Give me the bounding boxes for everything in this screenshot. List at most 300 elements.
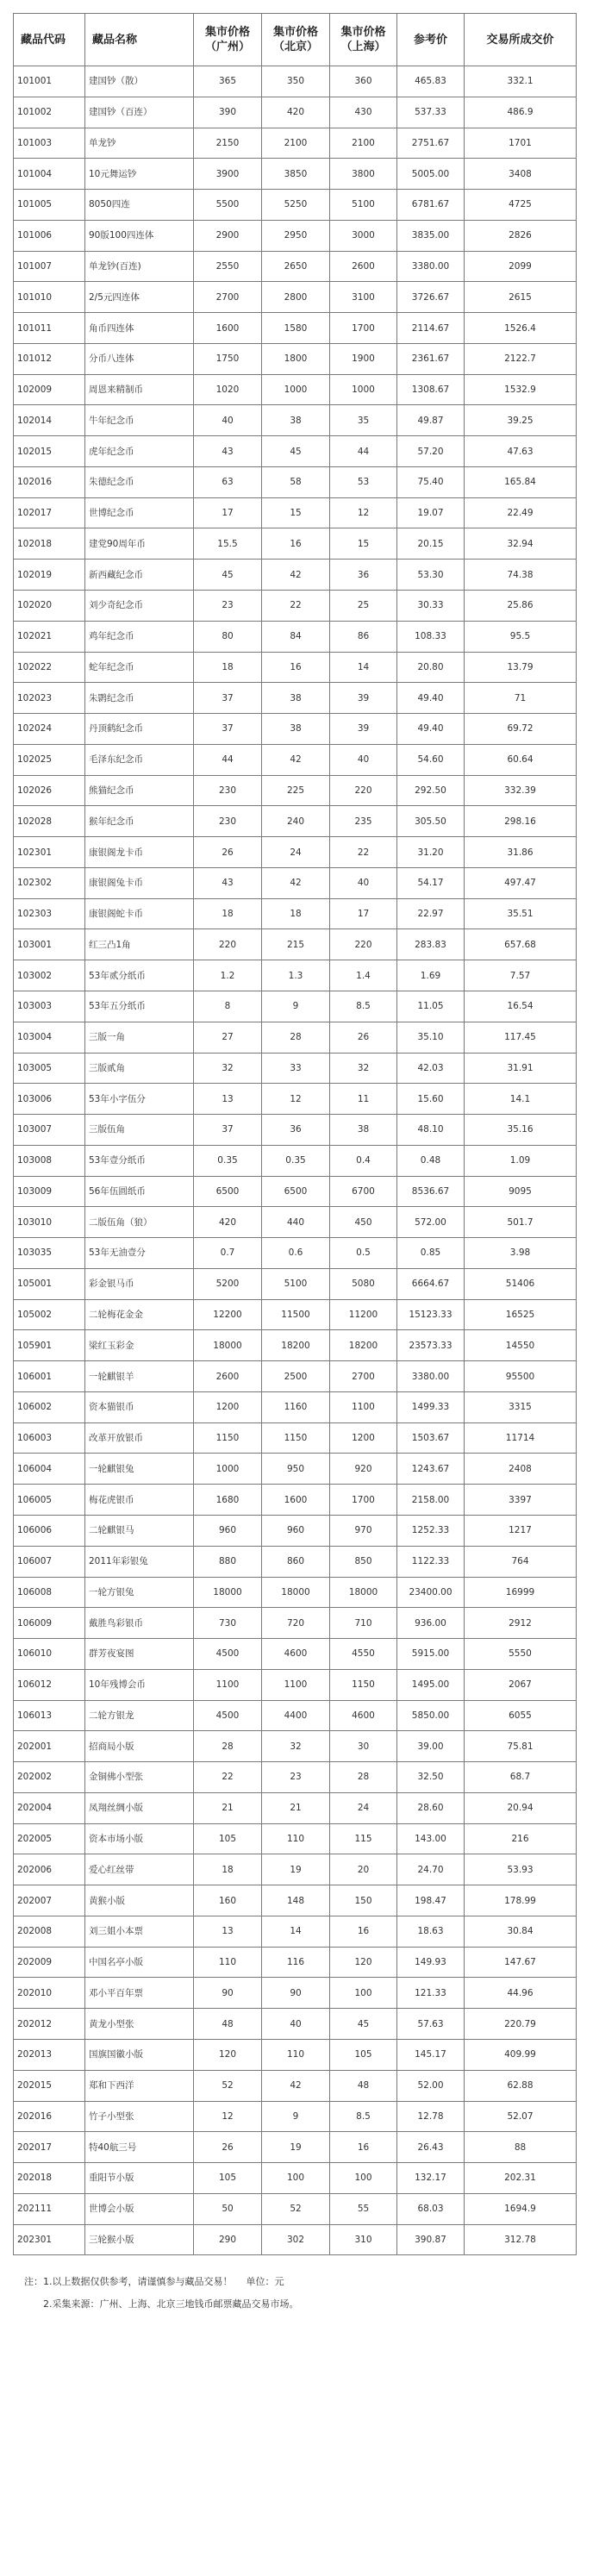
cell-name: 戴胜鸟彩银币 [85, 1608, 194, 1639]
cell-code: 106002 [14, 1391, 85, 1422]
cell-code: 106008 [14, 1577, 85, 1608]
cell-reference-price: 2751.67 [397, 128, 465, 159]
cell-shanghai-price: 25 [330, 591, 397, 622]
cell-beijing-price: 9 [262, 991, 330, 1022]
cell-exchange-price: 47.63 [465, 436, 577, 467]
cell-reference-price: 18.63 [397, 1916, 465, 1947]
cell-code: 202015 [14, 2070, 85, 2101]
table-row [14, 405, 577, 436]
cell-code: 106007 [14, 1546, 85, 1577]
cell-name: 凤翔丝绸小版 [85, 1792, 194, 1823]
table-row [14, 2101, 577, 2132]
footnote-source: 2.采集来源：广州、上海、北京三地钱币邮票藏品交易市场。 [43, 2298, 299, 2310]
cell-name: 10年残博会币 [85, 1669, 194, 1700]
table-row [14, 343, 577, 374]
cell-code: 102022 [14, 652, 85, 683]
cell-exchange-price: 3408 [465, 159, 577, 190]
footnote-disclaimer: 注：1.以上数据仅供参考，请谨慎参与藏品交易！ [24, 2276, 233, 2288]
cell-guangzhou-price: 1020 [194, 374, 262, 405]
cell-shanghai-price: 4600 [330, 1700, 397, 1731]
table-row [14, 1268, 577, 1299]
cell-shanghai-price: 1900 [330, 343, 397, 374]
table-row [14, 1639, 577, 1670]
cell-exchange-price: 657.68 [465, 929, 577, 960]
cell-exchange-price: 35.16 [465, 1115, 577, 1146]
table-row [14, 466, 577, 497]
cell-shanghai-price: 5100 [330, 190, 397, 221]
cell-shanghai-price: 920 [330, 1454, 397, 1485]
cell-name: 蛇年纪念币 [85, 652, 194, 683]
cell-exchange-price: 13.79 [465, 652, 577, 683]
cell-shanghai-price: 1100 [330, 1391, 397, 1422]
cell-guangzhou-price: 44 [194, 744, 262, 775]
cell-beijing-price: 42 [262, 867, 330, 898]
table-row [14, 1669, 577, 1700]
cell-guangzhou-price: 45 [194, 560, 262, 591]
cell-code: 103003 [14, 991, 85, 1022]
cell-guangzhou-price: 43 [194, 867, 262, 898]
cell-name: 刘少奇纪念币 [85, 591, 194, 622]
cell-code: 202008 [14, 1916, 85, 1947]
cell-reference-price: 28.60 [397, 1792, 465, 1823]
cell-exchange-price: 20.94 [465, 1792, 577, 1823]
cell-name: 二轮麒银马 [85, 1515, 194, 1546]
cell-name: 三版伍角 [85, 1115, 194, 1146]
cell-name: 中国名亭小版 [85, 1947, 194, 1978]
cell-name: 角币四连体 [85, 313, 194, 344]
cell-guangzhou-price: 32 [194, 1053, 262, 1084]
cell-beijing-price: 420 [262, 97, 330, 128]
table-row [14, 313, 577, 344]
cell-shanghai-price: 17 [330, 898, 397, 929]
cell-name: 一轮方银兔 [85, 1577, 194, 1608]
cell-code: 103001 [14, 929, 85, 960]
cell-shanghai-price: 8.5 [330, 2101, 397, 2132]
column-header-beijing-price: 集市价格（北京） [262, 14, 330, 66]
cell-shanghai-price: 710 [330, 1608, 397, 1639]
cell-shanghai-price: 36 [330, 560, 397, 591]
cell-guangzhou-price: 105 [194, 2163, 262, 2194]
cell-name: 毛泽东纪念币 [85, 744, 194, 775]
cell-shanghai-price: 2100 [330, 128, 397, 159]
cell-guangzhou-price: 960 [194, 1515, 262, 1546]
table-row [14, 128, 577, 159]
cell-beijing-price: 0.6 [262, 1238, 330, 1269]
cell-shanghai-price: 1700 [330, 313, 397, 344]
cell-guangzhou-price: 110 [194, 1947, 262, 1978]
cell-exchange-price: 3315 [465, 1391, 577, 1422]
cell-guangzhou-price: 21 [194, 1792, 262, 1823]
cell-code: 102014 [14, 405, 85, 436]
cell-shanghai-price: 1700 [330, 1485, 397, 1516]
cell-beijing-price: 21 [262, 1792, 330, 1823]
cell-guangzhou-price: 23 [194, 591, 262, 622]
cell-code: 103010 [14, 1207, 85, 1238]
cell-code: 103002 [14, 960, 85, 991]
cell-beijing-price: 33 [262, 1053, 330, 1084]
cell-exchange-price: 5550 [465, 1639, 577, 1670]
table-row [14, 1176, 577, 1207]
cell-beijing-price: 45 [262, 436, 330, 467]
cell-exchange-price: 16525 [465, 1299, 577, 1330]
cell-shanghai-price: 22 [330, 837, 397, 868]
cell-reference-price: 26.43 [397, 2132, 465, 2163]
cell-exchange-price: 486.9 [465, 97, 577, 128]
cell-beijing-price: 38 [262, 714, 330, 745]
cell-guangzhou-price: 17 [194, 497, 262, 528]
cell-exchange-price: 16.54 [465, 991, 577, 1022]
cell-beijing-price: 960 [262, 1515, 330, 1546]
cell-shanghai-price: 6700 [330, 1176, 397, 1207]
cell-exchange-price: 44.96 [465, 1978, 577, 2009]
cell-guangzhou-price: 2600 [194, 1361, 262, 1392]
cell-guangzhou-price: 37 [194, 1115, 262, 1146]
cell-shanghai-price: 100 [330, 2163, 397, 2194]
cell-exchange-price: 147.67 [465, 1947, 577, 1978]
cell-code: 202010 [14, 1978, 85, 2009]
cell-name: 丹顶鹤纪念币 [85, 714, 194, 745]
table-row [14, 2163, 577, 2194]
cell-code: 102303 [14, 898, 85, 929]
table-row [14, 2193, 577, 2224]
cell-guangzhou-price: 1.2 [194, 960, 262, 991]
cell-guangzhou-price: 22 [194, 1762, 262, 1793]
cell-shanghai-price: 11 [330, 1084, 397, 1115]
cell-reference-price: 31.20 [397, 837, 465, 868]
footnote-line-1 [24, 2271, 593, 2293]
cell-reference-price: 3380.00 [397, 251, 465, 282]
cell-beijing-price: 12 [262, 1084, 330, 1115]
cell-code: 202005 [14, 1823, 85, 1854]
cell-name: 单龙钞(百连) [85, 251, 194, 282]
cell-beijing-price: 24 [262, 837, 330, 868]
cell-shanghai-price: 310 [330, 2224, 397, 2255]
cell-reference-price: 35.10 [397, 1022, 465, 1053]
cell-reference-price: 54.17 [397, 867, 465, 898]
cell-beijing-price: 16 [262, 528, 330, 560]
cell-beijing-price: 36 [262, 1115, 330, 1146]
cell-name: 鸡年纪念币 [85, 621, 194, 652]
cell-exchange-price: 501.7 [465, 1207, 577, 1238]
cell-guangzhou-price: 5200 [194, 1268, 262, 1299]
table-row [14, 621, 577, 652]
cell-name: 分币八连体 [85, 343, 194, 374]
cell-beijing-price: 2100 [262, 128, 330, 159]
cell-guangzhou-price: 37 [194, 683, 262, 714]
cell-reference-price: 108.33 [397, 621, 465, 652]
cell-name: 资本猫银币 [85, 1391, 194, 1422]
cell-code: 101004 [14, 159, 85, 190]
cell-exchange-price: 51406 [465, 1268, 577, 1299]
table-row [14, 960, 577, 991]
cell-reference-price: 57.63 [397, 2009, 465, 2040]
cell-reference-price: 19.07 [397, 497, 465, 528]
cell-reference-price: 145.17 [397, 2040, 465, 2071]
cell-exchange-price: 202.31 [465, 2163, 577, 2194]
cell-shanghai-price: 45 [330, 2009, 397, 2040]
column-header-exchange-price: 交易所成交价 [465, 14, 577, 66]
cell-guangzhou-price: 4500 [194, 1700, 262, 1731]
cell-guangzhou-price: 880 [194, 1546, 262, 1577]
cell-name: 二轮方银龙 [85, 1700, 194, 1731]
table-row [14, 97, 577, 128]
cell-reference-price: 8536.67 [397, 1176, 465, 1207]
cell-beijing-price: 110 [262, 2040, 330, 2071]
cell-name: 牛年纪念币 [85, 405, 194, 436]
cell-code: 202013 [14, 2040, 85, 2071]
cell-reference-price: 305.50 [397, 806, 465, 837]
cell-name: 竹子小型张 [85, 2101, 194, 2132]
cell-name: 新西藏纪念币 [85, 560, 194, 591]
cell-beijing-price: 950 [262, 1454, 330, 1485]
cell-name: 世博会小版 [85, 2193, 194, 2224]
cell-guangzhou-price: 1000 [194, 1454, 262, 1485]
cell-beijing-price: 52 [262, 2193, 330, 2224]
cell-exchange-price: 216 [465, 1823, 577, 1854]
cell-beijing-price: 350 [262, 66, 330, 97]
cell-shanghai-price: 220 [330, 929, 397, 960]
cell-guangzhou-price: 230 [194, 775, 262, 806]
table-row [14, 1084, 577, 1115]
cell-beijing-price: 38 [262, 683, 330, 714]
cell-exchange-price: 53.93 [465, 1854, 577, 1885]
table-header-row [14, 14, 577, 66]
cell-reference-price: 2158.00 [397, 1485, 465, 1516]
price-table [13, 13, 577, 2255]
cell-guangzhou-price: 2150 [194, 128, 262, 159]
cell-beijing-price: 15 [262, 497, 330, 528]
table-row [14, 190, 577, 221]
cell-beijing-price: 14 [262, 1916, 330, 1947]
cell-code: 101011 [14, 313, 85, 344]
cell-reference-price: 572.00 [397, 1207, 465, 1238]
cell-name: 53年五分纸币 [85, 991, 194, 1022]
cell-shanghai-price: 40 [330, 867, 397, 898]
cell-code: 103007 [14, 1115, 85, 1146]
cell-code: 105901 [14, 1330, 85, 1361]
cell-guangzhou-price: 8 [194, 991, 262, 1022]
cell-beijing-price: 28 [262, 1022, 330, 1053]
table-row [14, 1854, 577, 1885]
cell-exchange-price: 117.45 [465, 1022, 577, 1053]
cell-shanghai-price: 450 [330, 1207, 397, 1238]
cell-code: 202007 [14, 1885, 85, 1916]
table-row [14, 683, 577, 714]
table-row [14, 436, 577, 467]
cell-reference-price: 465.83 [397, 66, 465, 97]
cell-exchange-price: 68.7 [465, 1762, 577, 1793]
cell-reference-price: 30.33 [397, 591, 465, 622]
cell-code: 101012 [14, 343, 85, 374]
cell-exchange-price: 3.98 [465, 1238, 577, 1269]
table-row [14, 1978, 577, 2009]
cell-guangzhou-price: 13 [194, 1084, 262, 1115]
cell-guangzhou-price: 0.35 [194, 1145, 262, 1176]
cell-reference-price: 2114.67 [397, 313, 465, 344]
cell-reference-price: 6664.67 [397, 1268, 465, 1299]
cell-reference-price: 143.00 [397, 1823, 465, 1854]
cell-guangzhou-price: 13 [194, 1916, 262, 1947]
table-row [14, 775, 577, 806]
cell-name: 改革开放银币 [85, 1422, 194, 1454]
cell-name: 53年贰分纸币 [85, 960, 194, 991]
cell-name: 单龙钞 [85, 128, 194, 159]
cell-code: 102301 [14, 837, 85, 868]
cell-code: 202006 [14, 1854, 85, 1885]
cell-beijing-price: 1800 [262, 343, 330, 374]
cell-beijing-price: 1580 [262, 313, 330, 344]
cell-reference-price: 1122.33 [397, 1546, 465, 1577]
cell-reference-price: 57.20 [397, 436, 465, 467]
table-row [14, 1700, 577, 1731]
cell-name: 群芳夜宴图 [85, 1639, 194, 1670]
cell-guangzhou-price: 63 [194, 466, 262, 497]
cell-code: 102024 [14, 714, 85, 745]
cell-reference-price: 49.40 [397, 714, 465, 745]
cell-reference-price: 48.10 [397, 1115, 465, 1146]
table-row [14, 837, 577, 868]
cell-exchange-price: 35.51 [465, 898, 577, 929]
table-row [14, 1361, 577, 1392]
cell-reference-price: 1499.33 [397, 1391, 465, 1422]
cell-reference-price: 390.87 [397, 2224, 465, 2255]
cell-shanghai-price: 55 [330, 2193, 397, 2224]
cell-guangzhou-price: 18000 [194, 1577, 262, 1608]
cell-exchange-price: 31.86 [465, 837, 577, 868]
cell-name: 建党90周年币 [85, 528, 194, 560]
cell-shanghai-price: 24 [330, 1792, 397, 1823]
cell-beijing-price: 19 [262, 1854, 330, 1885]
cell-exchange-price: 2122.7 [465, 343, 577, 374]
cell-code: 106001 [14, 1361, 85, 1392]
cell-guangzhou-price: 2550 [194, 251, 262, 282]
cell-reference-price: 0.48 [397, 1145, 465, 1176]
cell-reference-price: 20.15 [397, 528, 465, 560]
cell-beijing-price: 148 [262, 1885, 330, 1916]
cell-shanghai-price: 20 [330, 1854, 397, 1885]
cell-exchange-price: 1701 [465, 128, 577, 159]
cell-name: 世博纪念币 [85, 497, 194, 528]
cell-beijing-price: 302 [262, 2224, 330, 2255]
cell-exchange-price: 1217 [465, 1515, 577, 1546]
cell-name: 红三凸1角 [85, 929, 194, 960]
cell-exchange-price: 71 [465, 683, 577, 714]
cell-name: 建国钞（散） [85, 66, 194, 97]
cell-name: 资本市场小版 [85, 1823, 194, 1854]
cell-shanghai-price: 0.5 [330, 1238, 397, 1269]
cell-shanghai-price: 18200 [330, 1330, 397, 1361]
cell-shanghai-price: 850 [330, 1546, 397, 1577]
cell-code: 102028 [14, 806, 85, 837]
cell-shanghai-price: 1150 [330, 1669, 397, 1700]
cell-guangzhou-price: 18 [194, 1854, 262, 1885]
cell-code: 102017 [14, 497, 85, 528]
cell-guangzhou-price: 6500 [194, 1176, 262, 1207]
cell-beijing-price: 22 [262, 591, 330, 622]
cell-code: 101005 [14, 190, 85, 221]
cell-beijing-price: 11500 [262, 1299, 330, 1330]
cell-shanghai-price: 115 [330, 1823, 397, 1854]
cell-exchange-price: 60.64 [465, 744, 577, 775]
cell-guangzhou-price: 5500 [194, 190, 262, 221]
cell-beijing-price: 2800 [262, 282, 330, 313]
cell-guangzhou-price: 390 [194, 97, 262, 128]
cell-exchange-price: 1.09 [465, 1145, 577, 1176]
cell-shanghai-price: 2600 [330, 251, 397, 282]
cell-beijing-price: 38 [262, 405, 330, 436]
cell-exchange-price: 764 [465, 1546, 577, 1577]
table-row [14, 1454, 577, 1485]
cell-reference-price: 1243.67 [397, 1454, 465, 1485]
cell-name: 三版一角 [85, 1022, 194, 1053]
cell-reference-price: 42.03 [397, 1053, 465, 1084]
cell-code: 101006 [14, 220, 85, 251]
cell-code: 106005 [14, 1485, 85, 1516]
cell-beijing-price: 9 [262, 2101, 330, 2132]
cell-reference-price: 20.80 [397, 652, 465, 683]
cell-reference-price: 3726.67 [397, 282, 465, 313]
cell-name: 二轮梅花金金 [85, 1299, 194, 1330]
cell-guangzhou-price: 27 [194, 1022, 262, 1053]
cell-exchange-price: 1532.9 [465, 374, 577, 405]
cell-name: 彩金银马币 [85, 1268, 194, 1299]
table-row [14, 528, 577, 560]
cell-guangzhou-price: 120 [194, 2040, 262, 2071]
cell-code: 102023 [14, 683, 85, 714]
cell-shanghai-price: 2700 [330, 1361, 397, 1392]
table-row [14, 714, 577, 745]
cell-exchange-price: 2067 [465, 1669, 577, 1700]
cell-code: 102016 [14, 466, 85, 497]
cell-name: 朱鹮纪念币 [85, 683, 194, 714]
cell-beijing-price: 84 [262, 621, 330, 652]
cell-code: 101002 [14, 97, 85, 128]
cell-reference-price: 5915.00 [397, 1639, 465, 1670]
table-row [14, 1546, 577, 1577]
cell-exchange-price: 178.99 [465, 1885, 577, 1916]
table-row [14, 1330, 577, 1361]
table-row [14, 1115, 577, 1146]
cell-guangzhou-price: 2900 [194, 220, 262, 251]
cell-beijing-price: 90 [262, 1978, 330, 2009]
cell-exchange-price: 31.91 [465, 1053, 577, 1084]
cell-beijing-price: 18000 [262, 1577, 330, 1608]
cell-shanghai-price: 5080 [330, 1268, 397, 1299]
cell-shanghai-price: 970 [330, 1515, 397, 1546]
table-row [14, 560, 577, 591]
cell-shanghai-price: 3800 [330, 159, 397, 190]
cell-name: 2/5元四连体 [85, 282, 194, 313]
cell-reference-price: 23400.00 [397, 1577, 465, 1608]
cell-guangzhou-price: 90 [194, 1978, 262, 2009]
cell-shanghai-price: 15 [330, 528, 397, 560]
cell-code: 106006 [14, 1515, 85, 1546]
cell-exchange-price: 39.25 [465, 405, 577, 436]
cell-name: 2011年彩银兔 [85, 1546, 194, 1577]
column-header-shanghai-price: 集市价格（上海） [330, 14, 397, 66]
cell-code: 202009 [14, 1947, 85, 1978]
cell-shanghai-price: 430 [330, 97, 397, 128]
cell-guangzhou-price: 48 [194, 2009, 262, 2040]
table-row [14, 282, 577, 313]
cell-beijing-price: 440 [262, 1207, 330, 1238]
cell-beijing-price: 18 [262, 898, 330, 929]
cell-code: 102302 [14, 867, 85, 898]
cell-shanghai-price: 40 [330, 744, 397, 775]
cell-guangzhou-price: 105 [194, 1823, 262, 1854]
cell-code: 103005 [14, 1053, 85, 1084]
cell-guangzhou-price: 2700 [194, 282, 262, 313]
